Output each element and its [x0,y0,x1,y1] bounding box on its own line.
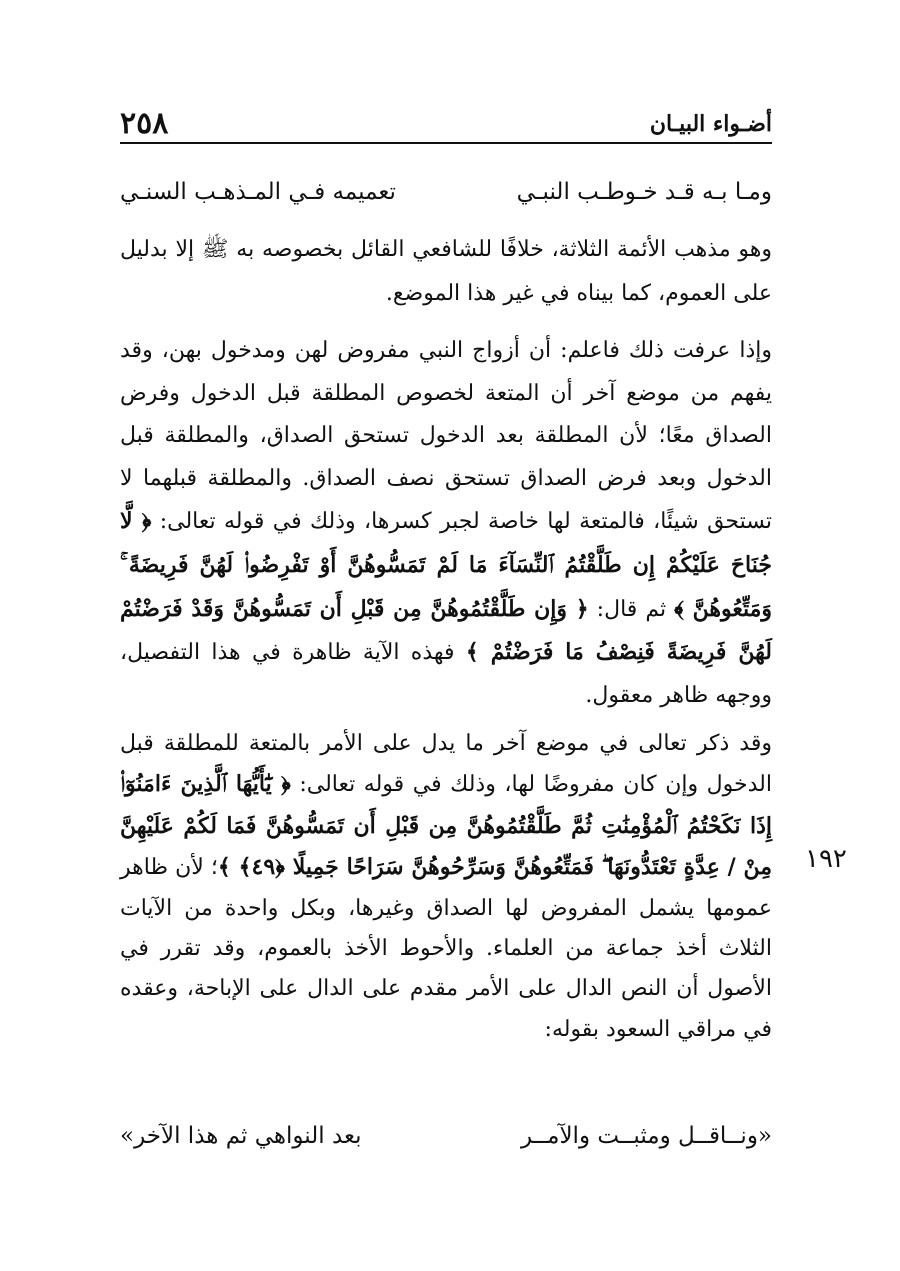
page-header [120,106,772,144]
paragraph-2 [120,330,772,717]
paragraph-3-text-a: وقد ذكر تعالى في موضع آخر ما يدل على الأمر بالمتعة للمطلقة قبل الدخول وإن كان مفروضًا لها، وذلك في قوله تعالى: [120,731,772,798]
paragraph-2-text-b: ثم قال: [588,596,675,622]
verse-hemistich-first: ومـا بـه قـد خـوطـب النبـي [516,179,772,205]
verse-hemistich-second: بعد النواهي ثم هذا الآخر» [120,1123,362,1149]
paragraph-2-text-a: وإذا عرفت ذلك فاعلم: أن أزواج النبي مفروض لهن ومدخول بهن، وقد يفهم من موضع آخر أن المتعة لخصوص المطلقة قبل الدخول وفرض الصداق معًا؛ لأن المطلقة بعد الدخول تستحق الصداق، والمطلقة قبل الدخول وبعد فرض الصداق تستحق نصف الصداق. والمطلقة قبلهما لا تستحق شيئًا، فالمتعة لها خاصة لجبر كسرها، وذلك في قوله تعالى: [120,338,773,535]
paragraph-2-text-c: فهذه الآية ظاهرة في هذا التفصيل، ووجهه ظاهر معقول. [120,640,772,708]
quran-verse-3: ﴿ يَٰٓأَيُّهَا ٱلَّذِينَ ءَامَنُوٓا۟ إِذَا نَكَحْتُمُ ٱلْمُؤْمِنَٰتِ ثُمَّ طَلَّقْتُمُوهُنَّ مِن قَبْلِ أَن تَمَسُّوهُنَّ فَمَا لَكُمْ عَلَيْهِنَّ مِنْ / عِدَّةٍ تَعْتَدُّونَهَا ۖ فَمَتِّعُوهُنَّ وَسَرِّحُوهُنَّ سَرَاحًا جَمِيلًا ﴿٤٩﴾ ﴾ [120,771,772,881]
verse-couplet-top [120,172,772,212]
quran-verse-1: ﴿ لَّا جُنَاحَ عَلَيْكُمْ إِن طَلَّقْتُمُ ٱلنِّسَآءَ مَا لَمْ تَمَسُّوهُنَّ أَوْ تَفْرِضُوا۟ لَهُنَّ فَرِيضَةً ۚ وَمَتِّعُوهُنَّ ﴾ [120,508,773,622]
paragraph-1 [120,228,772,316]
page-number: ٢٥٨ [120,106,169,141]
paragraph-1-text: وهو مذهب الأئمة الثلاثة، خلافًا للشافعي القائل بخصوصه به ﷺ إلا بدليل على العموم، كما بيناه في غير هذا الموضع. [120,237,772,306]
paragraph-3 [120,724,772,1050]
margin-page-reference: ١٩٢ [805,844,847,874]
verse-couplet-bottom [120,1116,772,1156]
book-title: أضـواء البيـان [649,111,772,137]
paragraph-3-text-b: ؛ لأن ظاهر عمومها يشمل المفروض لها الصداق وغيرها، وبكل واحدة من الآيات الثلاث أخذ جماعة من العلماء. والأحوط الأخذ بالعموم، وقد تقرر في الأصول أن النص الدال على الأمر مقدم على الدال على الإباحة، وعقده في مراقي السعود بقوله: [120,855,772,1042]
verse-hemistich-first: «ونــاقــل ومثبــت والآمــر [520,1123,772,1149]
verse-hemistich-second: تعميمه فـي المـذهـب السنـي [120,179,396,205]
quran-verse-2: ﴿ وَإِن طَلَّقْتُمُوهُنَّ مِن قَبْلِ أَن تَمَسُّوهُنَّ وَقَدْ فَرَضْتُمْ لَهُنَّ فَرِيضَةً فَنِصْفُ مَا فَرَضْتُمْ ﴾ [120,595,772,666]
